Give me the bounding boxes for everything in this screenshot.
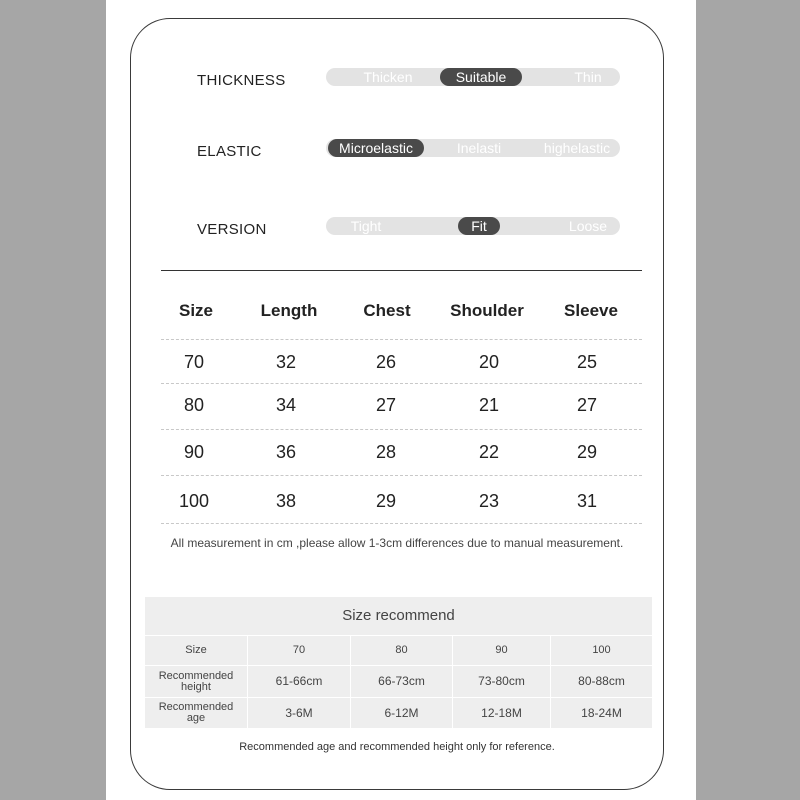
elastic-option-microelastic-selected: Microelastic xyxy=(328,139,424,157)
cell-size: 90 xyxy=(183,442,205,462)
elastic-label: ELASTIC xyxy=(197,143,262,160)
recommend-age-cell: 12-18M xyxy=(481,705,522,720)
cell-length: 34 xyxy=(275,395,297,415)
thickness-option-thin: Thin xyxy=(574,69,602,85)
cell-size: 70 xyxy=(183,352,205,372)
elastic-option-inelasti: Inelasti xyxy=(456,140,502,156)
header-sleeve: Sleeve xyxy=(564,301,618,320)
cell-length: 36 xyxy=(275,442,297,462)
recommend-height-cell: 73-80cm xyxy=(478,674,525,688)
row-separator xyxy=(161,523,642,524)
header-length: Length xyxy=(260,301,318,320)
elastic-scale xyxy=(326,139,620,157)
cell-chest: 26 xyxy=(375,352,397,372)
measurement-note: All measurement in cm ,please allow 1-3cm differences due to manual measurement. xyxy=(170,536,624,550)
thickness-scale xyxy=(326,68,620,86)
reference-note: Recommended age and recommended height only for reference. xyxy=(239,741,555,753)
cell-sleeve: 27 xyxy=(576,395,598,415)
version-option-loose: Loose xyxy=(568,218,608,234)
recommend-size-cell: 80 xyxy=(395,644,408,656)
cell-chest: 29 xyxy=(375,491,397,511)
size-recommend-title: Size recommend xyxy=(145,597,652,636)
header-shoulder: Shoulder xyxy=(450,301,524,320)
row-separator xyxy=(161,383,642,384)
cell-size: 100 xyxy=(178,491,210,511)
cell-shoulder: 20 xyxy=(478,352,500,372)
recommend-age-label: Recommended age xyxy=(158,701,234,724)
cell-size: 80 xyxy=(183,395,205,415)
recommend-age-cell: 18-24M xyxy=(581,705,622,720)
row-separator xyxy=(161,475,642,476)
cell-sleeve: 31 xyxy=(576,491,598,511)
cell-chest: 27 xyxy=(375,395,397,415)
thickness-label: THICKNESS xyxy=(197,72,286,89)
version-option-fit-selected: Fit xyxy=(458,217,500,235)
cell-length: 38 xyxy=(275,491,297,511)
version-label: VERSION xyxy=(197,221,267,238)
row-separator xyxy=(161,339,642,340)
version-scale xyxy=(326,217,620,235)
thickness-option-suitable-selected: Suitable xyxy=(440,68,522,86)
size-recommend-table xyxy=(145,597,652,728)
recommend-height-label: Recommended height xyxy=(158,669,234,693)
recommend-size-cell: 100 xyxy=(592,644,611,656)
cell-shoulder: 21 xyxy=(478,395,500,415)
thickness-option-thicken: Thicken xyxy=(363,69,413,85)
recommend-height-cell: 66-73cm xyxy=(378,674,425,688)
cell-sleeve: 29 xyxy=(576,442,598,462)
cell-shoulder: 23 xyxy=(478,491,500,511)
cell-shoulder: 22 xyxy=(478,442,500,462)
version-option-tight: Tight xyxy=(350,218,382,234)
recommend-age-cell: 6-12M xyxy=(384,705,419,720)
row-separator xyxy=(161,429,642,430)
recommend-size-label: Size xyxy=(185,644,207,656)
recommend-height-cell: 80-88cm xyxy=(578,674,625,688)
recommend-height-cell: 61-66cm xyxy=(275,674,323,688)
recommend-size-cell: 70 xyxy=(292,644,306,656)
cell-length: 32 xyxy=(275,352,297,372)
recommend-age-cell: 3-6M xyxy=(285,705,313,720)
cell-sleeve: 25 xyxy=(576,352,598,372)
elastic-option-highelastic: highelastic xyxy=(543,140,611,156)
header-size: Size xyxy=(178,301,214,320)
recommend-size-cell: 90 xyxy=(495,644,508,656)
header-chest: Chest xyxy=(363,301,411,320)
cell-chest: 28 xyxy=(375,442,397,462)
section-divider xyxy=(161,270,642,271)
